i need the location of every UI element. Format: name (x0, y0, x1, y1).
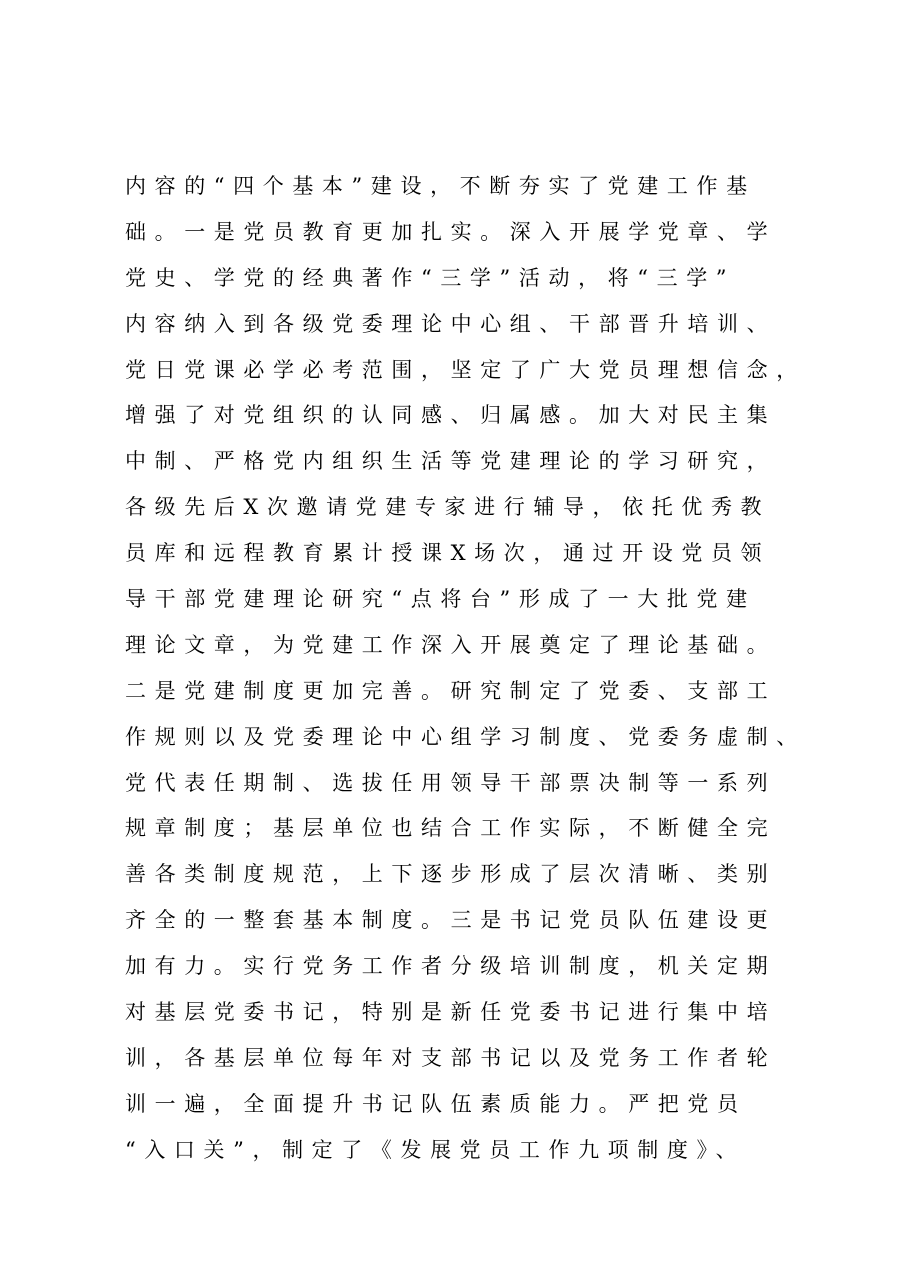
text-line: 理论文章，为党建工作深入开展奠定了理论基础。 (125, 632, 777, 657)
text-line: 加有力。实行党务工作者分级培训制度，机关定期 (125, 954, 777, 979)
text-line: 规章制度；基层单位也结合工作实际，不断健全完 (125, 816, 777, 841)
text-line: 训一遍，全面提升书记队伍素质能力。严把党员 (125, 1091, 747, 1116)
text-line: 导干部党建理论研究“点将台”形成了一大批党建 (125, 587, 756, 612)
text-line: 增强了对党组织的认同感、归属感。加大对民主集 (125, 403, 777, 428)
text-line: 作规则以及党委理论中心组学习制度、党委务虚制、 (125, 724, 806, 749)
text-line: 齐全的一整套基本制度。三是书记党员队伍建设更 (125, 908, 777, 933)
text-line: 员库和远程教育累计授课X场次，通过开设党员领 (125, 541, 771, 566)
text-line: 内容纳入到各级党委理论中心组、干部晋升培训、 (125, 311, 777, 336)
text-line: 训，各基层单位每年对支部书记以及党务工作者轮 (125, 1045, 777, 1070)
text-line: 党史、学党的经典著作“三学”活动，将“三学” (125, 265, 736, 290)
text-line: 各级先后X次邀请党建专家进行辅导，依托优秀教 (125, 495, 771, 520)
text-line: “入口关”，制定了《发展党员工作九项制度》、 (125, 1137, 746, 1162)
text-line: 二是党建制度更加完善。研究制定了党委、支部工 (125, 678, 777, 703)
text-line: 对基层党委书记，特别是新任党委书记进行集中培 (125, 1000, 777, 1025)
text-line: 党日党课必学必考范围，坚定了广大党员理想信念， (125, 357, 806, 382)
text-line: 础。一是党员教育更加扎实。深入开展学党章、学 (125, 219, 777, 244)
text-line: 党代表任期制、选拔任用领导干部票决制等一系列 (125, 770, 777, 795)
text-line: 中制、严格党内组织生活等党建理论的学习研究， (125, 449, 777, 474)
text-line: 内容的“四个基本”建设，不断夯实了党建工作基 (125, 174, 756, 198)
text-line: 善各类制度规范，上下逐步形成了层次清晰、类别 (125, 862, 777, 887)
body-paragraph (125, 164, 825, 1174)
